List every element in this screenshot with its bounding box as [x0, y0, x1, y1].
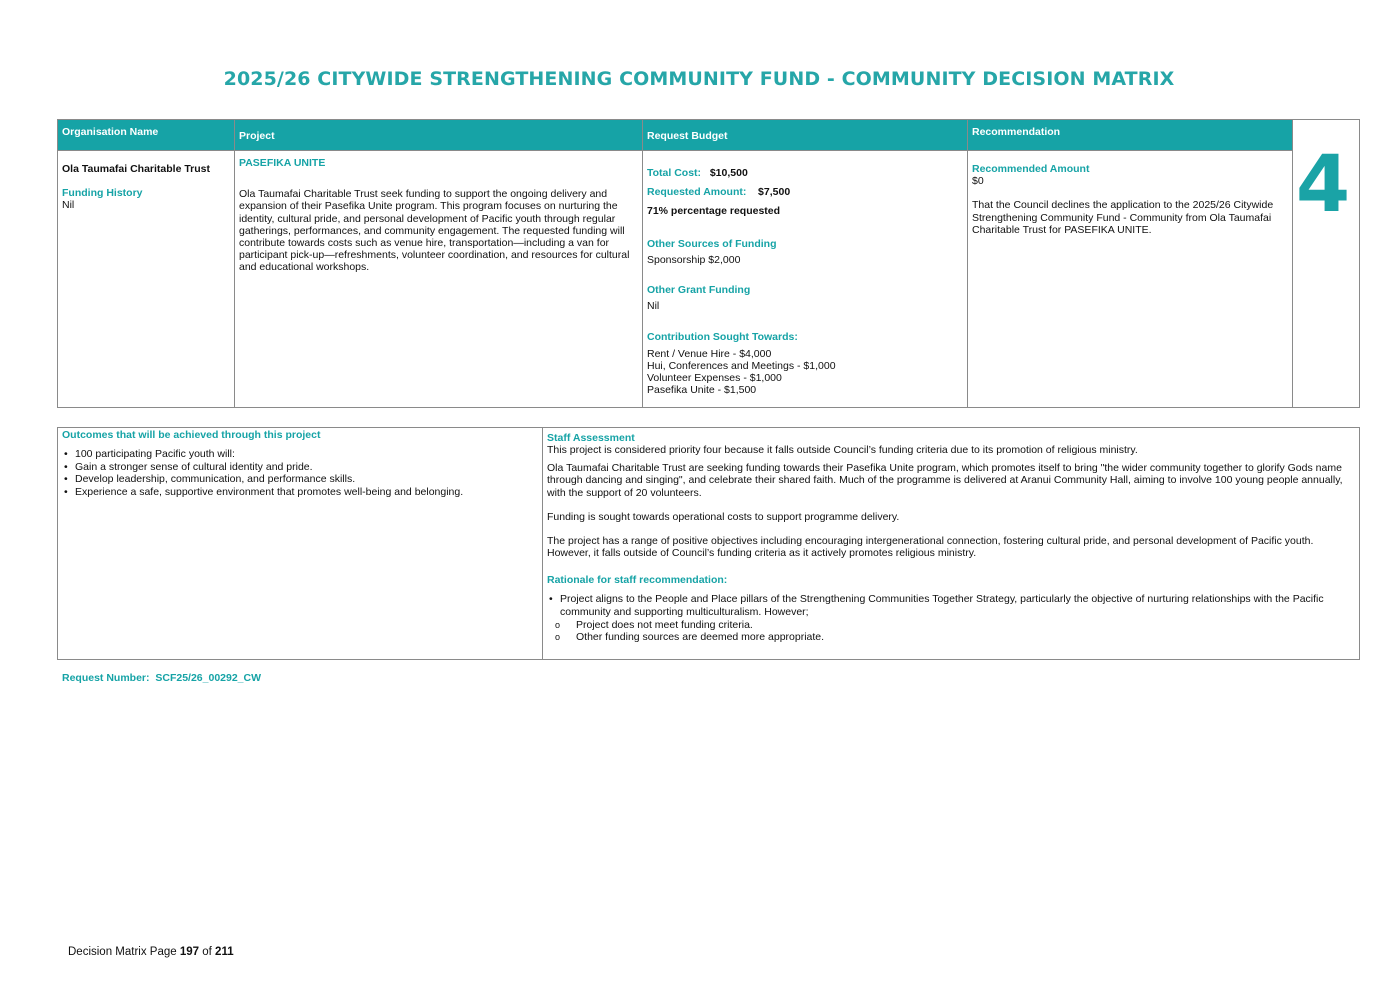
contribution-item: Volunteer Expenses - $1,000: [647, 372, 782, 385]
page-title: 2025/26 CITYWIDE STRENGTHENING COMMUNITY FUND - COMMUNITY DECISION MATRIX: [223, 68, 1175, 90]
staff-assessment-heading: Staff Assessment: [547, 432, 635, 444]
project-description: Ola Taumafai Charitable Trust seek funding to support the ongoing delivery and expansion of their Pasefika Unite program. This program focuses on nurturing the identity, cultural pride, and personal development of Pacific youth through regular gatherings, performances, and community engagement. The requested funding will contribute towards costs such as venue hire, transportation—including a van for participant pick-up—refreshments, volunteer coordination, and resources for cultural and educational workshops.: [239, 188, 630, 274]
recommendation-cell: [968, 151, 1293, 408]
request-number: [62, 672, 261, 684]
other-grant-value: Nil: [647, 300, 660, 313]
request-number-label: Request Number:: [62, 672, 150, 684]
project-cell: [235, 151, 643, 408]
list-item: o Project does not meet funding criteria.: [547, 619, 1355, 631]
project-name: PASEFIKA UNITE: [239, 157, 326, 169]
total-cost-row: [647, 167, 963, 179]
total-cost-label: Total Cost:: [647, 167, 702, 179]
footer-page-number: 197: [179, 946, 200, 958]
assessment-paragraph: Funding is sought towards operational costs to support programme delivery.: [547, 510, 900, 523]
organisation-cell: [58, 151, 235, 408]
funding-history-value: Nil: [62, 199, 75, 212]
rationale-list: [547, 593, 1355, 618]
decision-matrix-table: [57, 119, 1360, 408]
list-item: • Develop leadership, communication, and performance skills.: [62, 473, 538, 486]
recommended-amount-value: $0: [972, 175, 984, 188]
assessment-paragraph: The project has a range of positive objectives including encouraging intergenerational connection, fostering cultural pride, and personal development of Pacific youth. However, it falls outside of Council’s funding criteria as it actively promotes religious ministry.: [547, 535, 1314, 560]
rationale-heading: Rationale for staff recommendation:: [547, 574, 728, 587]
requested-amount-label: Requested Amount:: [647, 186, 747, 199]
requested-amount-row: [647, 186, 963, 198]
outcomes-cell: [58, 428, 543, 660]
assessment-table: [57, 427, 1360, 660]
list-item: o Other funding sources are deemed more appropriate.: [547, 631, 1355, 643]
outcomes-list: [62, 448, 538, 499]
contribution-item: Pasefika Unite - $1,500: [647, 384, 757, 397]
priority-explanation: This project is considered priority four because it falls outside Council’s funding criteria due to its promotion of religious ministry.: [547, 444, 1138, 456]
rationale-sublist: [547, 619, 1355, 644]
assessment-paragraph: Ola Taumafai Charitable Trust are seeking funding towards their Pasefika Unite program, which promotes itself to bring "the wider community together to glorify Gods name through dancing and singing", and celebrate their shared faith. Much of the programme is delivered at Aranui Community Hall, aiming to involve 100 young people annually, with the support of 20 volunteers.: [547, 462, 1343, 499]
other-sources-label: Other Sources of Funding: [647, 237, 777, 250]
contribution-item: Rent / Venue Hire - $4,000: [647, 347, 772, 360]
priority-cell: [1293, 120, 1360, 408]
other-sources-value: Sponsorship $2,000: [647, 253, 741, 266]
priority-number: 4: [1295, 140, 1351, 230]
outcomes-heading: Outcomes that will be achieved through this project: [62, 429, 321, 441]
total-cost-value: $10,500: [709, 167, 748, 179]
header-budget: Request Budget: [643, 120, 968, 151]
header-organisation: Organisation Name: [58, 120, 235, 151]
list-item: • 100 participating Pacific youth will:: [62, 448, 538, 461]
page-footer: [68, 946, 234, 958]
recommended-amount-label: Recommended Amount: [972, 163, 1090, 175]
list-item: • Experience a safe, supportive environment that promotes well-being and belonging.: [62, 486, 538, 499]
organisation-name: Ola Taumafai Charitable Trust: [62, 163, 211, 175]
footer-of: of: [202, 946, 212, 958]
contribution-item: Hui, Conferences and Meetings - $1,000: [647, 359, 836, 372]
requested-amount-value: $7,500: [758, 186, 791, 199]
staff-assessment-cell: [543, 428, 1360, 660]
other-grant-label: Other Grant Funding: [647, 284, 751, 297]
header-project: Project: [235, 120, 643, 151]
funding-history-label: Funding History: [62, 187, 143, 200]
list-item: • Project aligns to the People and Place pillars of the Strengthening Communities Together Strategy, particularly the objective of nurturing relationships with the Pacific community and supporting multiculturalism. However;: [547, 593, 1355, 618]
contribution-label: Contribution Sought Towards:: [647, 331, 798, 344]
percentage-requested: 71% percentage requested: [647, 205, 781, 218]
recommendation-text: That the Council declines the application to the 2025/26 Citywide Strengthening Community Fund - Community from Ola Taumafai Charitable Trust for PASEFIKA UNITE.: [972, 199, 1274, 236]
header-recommendation: Recommendation: [968, 120, 1293, 151]
budget-cell: [643, 151, 968, 408]
list-item: • Gain a stronger sense of cultural identity and pride.: [62, 461, 538, 474]
request-number-value: SCF25/26_00292_CW: [155, 672, 262, 684]
footer-total-pages: 211: [215, 946, 234, 958]
footer-prefix: Decision Matrix Page: [68, 946, 177, 958]
